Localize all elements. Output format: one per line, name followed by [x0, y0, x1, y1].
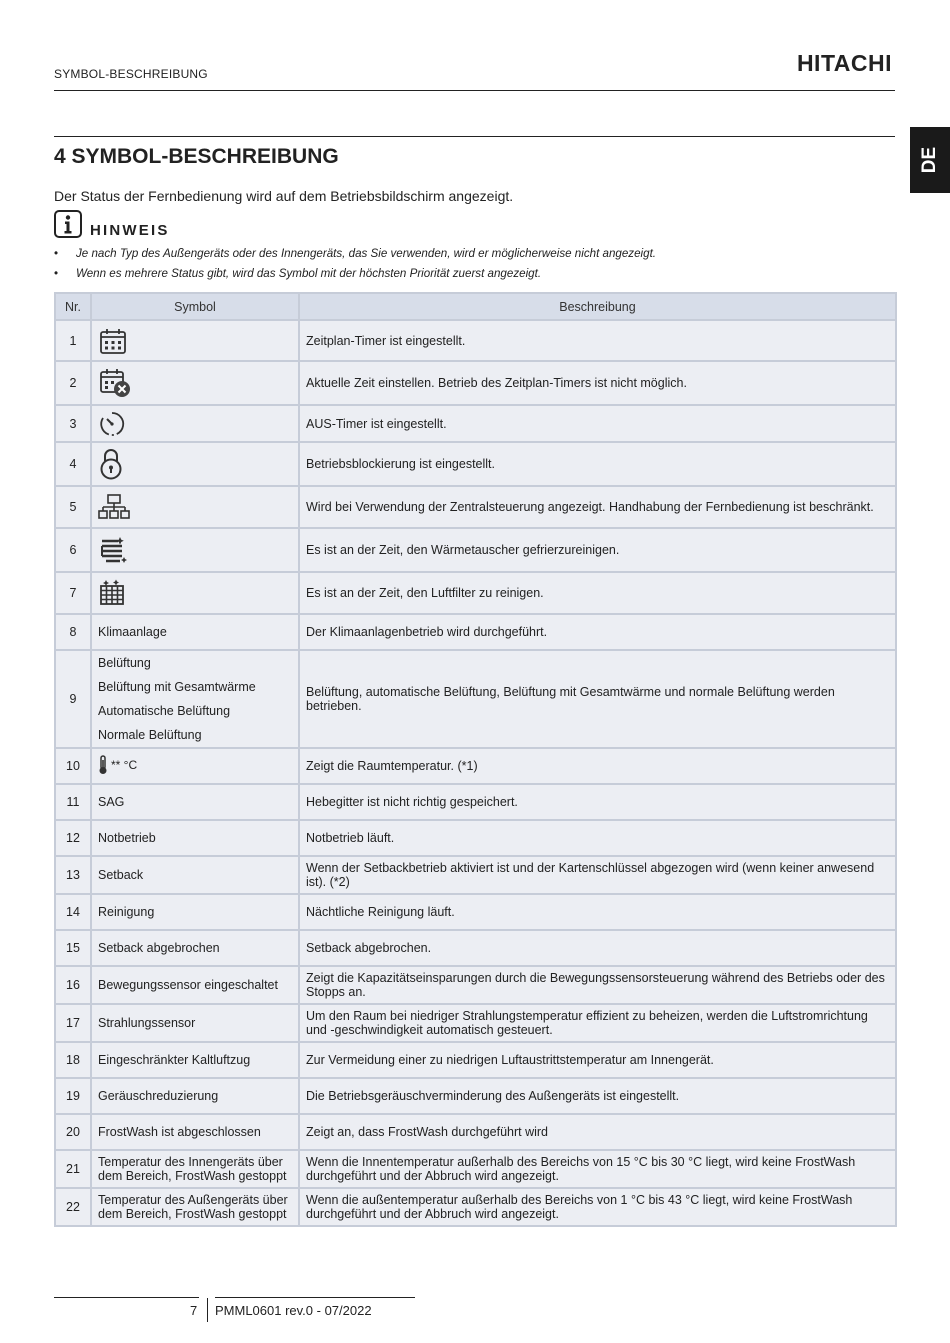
symbol-cell: [91, 528, 299, 572]
symbol-text: Automatische Belüftung: [98, 704, 231, 718]
symbol-text: Notbetrieb: [91, 820, 299, 856]
symbol-text: Strahlungssensor: [91, 1004, 299, 1042]
calendar-cancel-icon: [98, 367, 132, 399]
table-row: [55, 1042, 896, 1078]
off-timer-icon: [98, 410, 126, 438]
symbol-text: Setback: [91, 856, 299, 894]
description-cell: AUS-Timer ist eingestellt.: [299, 405, 896, 442]
row-number: 12: [55, 820, 91, 856]
symbol-cell: [91, 405, 299, 442]
symbol-text: Temperatur des Innengeräts über dem Bereich, FrostWash gestoppt: [91, 1150, 299, 1188]
symbol-text: Belüftung: [98, 656, 151, 670]
symbol-cell: [91, 572, 299, 614]
description-cell: Es ist an der Zeit, den Wärmetauscher gefrierzureinigen.: [299, 528, 896, 572]
description-cell: Um den Raum bei niedriger Strahlungstemperatur effizient zu beheizen, werden die Luftstromrichtung und -geschwindigkeit automatisch gesteuert.: [299, 1004, 896, 1042]
table-row: [55, 486, 896, 528]
table-row: [55, 784, 896, 820]
row-number: 8: [55, 614, 91, 650]
row-number: 9: [55, 650, 91, 748]
note-bullet: • Je nach Typ des Außengeräts oder des Innengeräts, das Sie verwenden, wird er möglicherweise nicht angezeigt.: [54, 245, 656, 265]
description-cell: Der Klimaanlagenbetrieb wird durchgeführt.: [299, 614, 896, 650]
table-header-row: [55, 293, 896, 320]
symbol-text: Normale Belüftung: [98, 728, 202, 742]
table-row: [55, 894, 896, 930]
note-bullet: • Wenn es mehrere Status gibt, wird das Symbol mit der höchsten Priorität zuerst angezeigt.: [54, 265, 656, 285]
symbol-cell: [91, 320, 299, 361]
table-row: [55, 442, 896, 486]
row-number: 22: [55, 1188, 91, 1226]
description-cell: Hebegitter ist nicht richtig gespeichert.: [299, 784, 896, 820]
table-row: [55, 1004, 896, 1042]
language-tab: [910, 127, 950, 193]
calendar-icon: [98, 327, 128, 355]
description-cell: Betriebsblockierung ist eingestellt.: [299, 442, 896, 486]
symbol-text: Klimaanlage: [91, 614, 299, 650]
description-cell: Wenn die Innentemperatur außerhalb des Bereichs von 15 °C bis 30 °C liegt, wird keine FrostWash durchgeführt und der Abbruch wird angezeigt.: [299, 1150, 896, 1188]
footer-rule: [54, 1297, 199, 1298]
note-label: HINWEIS: [90, 222, 170, 239]
table-row: [55, 856, 896, 894]
row-number: 13: [55, 856, 91, 894]
symbol-text: Belüftung mit Gesamtwärme: [98, 680, 256, 694]
note-bullets: [54, 245, 656, 285]
symbol-text: Eingeschränkter Kaltluftzug: [91, 1042, 299, 1078]
thermometer-icon: [98, 755, 108, 775]
symbol-text: Temperatur des Außengeräts über dem Bereich, FrostWash gestoppt: [91, 1188, 299, 1226]
table-row: [55, 748, 896, 784]
row-number: 15: [55, 930, 91, 966]
temperature-readout: ** °C: [111, 757, 138, 772]
description-cell: Wenn der Setbackbetrieb aktiviert ist und der Kartenschlüssel abgezogen wird (wenn keiner anwesend ist). (*2): [299, 856, 896, 894]
table-row: [55, 966, 896, 1004]
language-tab-label: DE: [919, 146, 940, 174]
table-row: [55, 572, 896, 614]
padlock-icon: [98, 447, 124, 481]
symbol-text: FrostWash ist abgeschlossen: [91, 1114, 299, 1150]
symbol-text: Bewegungssensor eingeschaltet: [91, 966, 299, 1004]
footer-rule: [215, 1297, 415, 1298]
description-cell: Notbetrieb läuft.: [299, 820, 896, 856]
section-divider: [54, 136, 895, 137]
table-row: [55, 614, 896, 650]
page-number: 7: [190, 1303, 198, 1318]
intro-text: Der Status der Fernbedienung wird auf dem Betriebsbildschirm angezeigt.: [54, 188, 514, 204]
row-number: 20: [55, 1114, 91, 1150]
symbol-text: Setback abgebrochen: [91, 930, 299, 966]
description-cell: Zeigt die Kapazitätseinsparungen durch die Bewegungssensorsteuerung während des Betriebs oder des Stopps an.: [299, 966, 896, 1004]
description-cell: Nächtliche Reinigung läuft.: [299, 894, 896, 930]
footer-separator: [207, 1298, 208, 1322]
note-heading: [54, 208, 170, 239]
running-header: SYMBOL-BESCHREIBUNG: [54, 67, 208, 81]
header-symbol: Symbol: [91, 293, 299, 320]
description-cell: Es ist an der Zeit, den Luftfilter zu reinigen.: [299, 572, 896, 614]
description-cell: Zeigt die Raumtemperatur. (*1): [299, 748, 896, 784]
symbol-list: [91, 650, 299, 748]
row-number: 7: [55, 572, 91, 614]
header-description: Beschreibung: [299, 293, 896, 320]
symbol-table: [54, 292, 897, 1227]
description-cell: Wenn die außentemperatur außerhalb des Bereichs von 1 °C bis 43 °C liegt, wird keine FrostWash durchgeführt und der Abbruch wird angezeigt.: [299, 1188, 896, 1226]
description-cell: Die Betriebsgeräuschverminderung des Außengeräts ist eingestellt.: [299, 1078, 896, 1114]
row-number: 3: [55, 405, 91, 442]
table-row: [55, 528, 896, 572]
description-cell: Zeigt an, dass FrostWash durchgeführt wird: [299, 1114, 896, 1150]
row-number: 11: [55, 784, 91, 820]
header-nr: Nr.: [55, 293, 91, 320]
description-cell: Zeitplan-Timer ist eingestellt.: [299, 320, 896, 361]
brand-logo: HITACHI: [796, 50, 892, 76]
row-number: 10: [55, 748, 91, 784]
row-number: 16: [55, 966, 91, 1004]
table-row: [55, 820, 896, 856]
network-hierarchy-icon: [98, 493, 130, 521]
description-cell: Wird bei Verwendung der Zentralsteuerung angezeigt. Handhabung der Fernbedienung ist beschränkt.: [299, 486, 896, 528]
info-icon: [54, 210, 82, 238]
row-number: 18: [55, 1042, 91, 1078]
row-number: 14: [55, 894, 91, 930]
table-row: [55, 320, 896, 361]
table-row: [55, 650, 896, 748]
table-row: [55, 1114, 896, 1150]
row-number: 6: [55, 528, 91, 572]
table-row: [55, 1188, 896, 1226]
description-cell: Belüftung, automatische Belüftung, Belüftung mit Gesamtwärme und normale Belüftung werden betrieben.: [299, 650, 896, 748]
symbol-cell: [91, 486, 299, 528]
row-number: 17: [55, 1004, 91, 1042]
air-filter-cleaning-icon: [98, 579, 128, 607]
row-number: 4: [55, 442, 91, 486]
symbol-text: Geräuschreduzierung: [91, 1078, 299, 1114]
symbol-cell: [91, 748, 299, 784]
row-number: 2: [55, 361, 91, 405]
table-row: [55, 930, 896, 966]
description-cell: Aktuelle Zeit einstellen. Betrieb des Zeitplan-Timers ist nicht möglich.: [299, 361, 896, 405]
document-id: PMML0601 rev.0 - 07/2022: [215, 1303, 372, 1318]
row-number: 19: [55, 1078, 91, 1114]
row-number: 1: [55, 320, 91, 361]
header-divider: [54, 90, 895, 91]
table-row: [55, 405, 896, 442]
symbol-cell: [91, 442, 299, 486]
description-cell: Setback abgebrochen.: [299, 930, 896, 966]
table-row: [55, 1078, 896, 1114]
heat-exchanger-cleaning-icon: [98, 535, 128, 565]
symbol-text: Reinigung: [91, 894, 299, 930]
row-number: 21: [55, 1150, 91, 1188]
section-title: 4 SYMBOL-BESCHREIBUNG: [54, 145, 339, 168]
row-number: 5: [55, 486, 91, 528]
symbol-cell: [91, 361, 299, 405]
table-row: [55, 1150, 896, 1188]
symbol-text: SAG: [91, 784, 299, 820]
description-cell: Zur Vermeidung einer zu niedrigen Luftaustrittstemperatur am Innengerät.: [299, 1042, 896, 1078]
table-row: [55, 361, 896, 405]
